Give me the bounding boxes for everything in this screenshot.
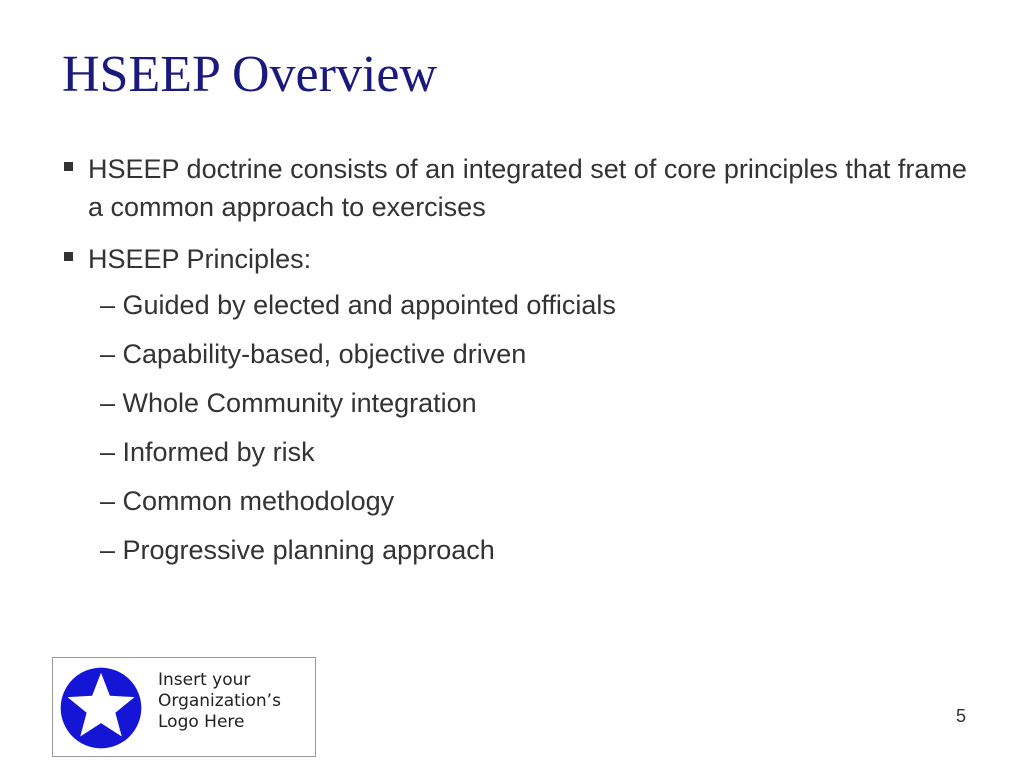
- star-in-circle-icon: [59, 666, 143, 750]
- sub-bullet-item: – Whole Community integration: [100, 388, 477, 418]
- page-number: 5: [955, 706, 966, 726]
- bullet-item: [62, 150, 982, 226]
- logo-placeholder: [52, 657, 316, 757]
- bullet-text: HSEEP doctrine consists of an integrated set of core principles that frame a common approach to exercises: [88, 154, 967, 222]
- sub-bullet-item: – Capability-based, objective driven: [100, 339, 527, 369]
- sub-bullet-item: – Common methodology: [100, 486, 395, 516]
- bullet-item: [62, 240, 982, 569]
- bullet-text: HSEEP Principles:: [88, 244, 312, 274]
- square-bullet-icon: [64, 252, 73, 261]
- square-bullet-icon: [64, 162, 73, 171]
- sub-bullet-item: – Progressive planning approach: [100, 535, 495, 565]
- sub-bullet-item: – Informed by risk: [100, 437, 315, 467]
- sub-bullet-item: – Guided by elected and appointed officials: [100, 290, 616, 320]
- sub-bullet-list: [88, 286, 982, 569]
- slide-body: [62, 150, 982, 583]
- logo-placeholder-text: Insert your Organization’s Logo Here: [158, 670, 281, 732]
- slide-title: HSEEP Overview: [62, 46, 438, 103]
